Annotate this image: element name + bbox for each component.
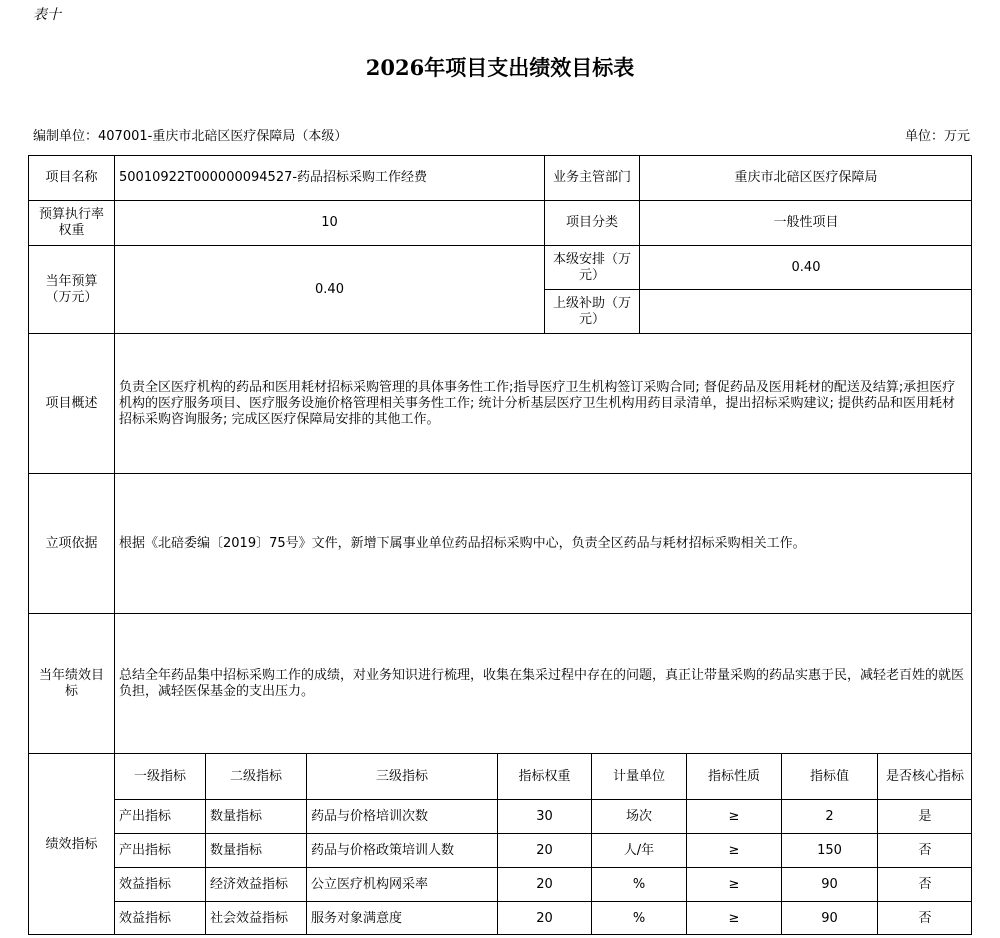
indicator-cell: 服务对象满意度 — [306, 901, 497, 935]
indicator-cell: 经济效益指标 — [205, 867, 306, 901]
indicator-header: 指标值 — [781, 753, 877, 799]
overview-label: 项目概述 — [28, 333, 114, 473]
dept-label: 业务主管部门 — [544, 155, 639, 200]
category-value: 一般性项目 — [639, 200, 972, 245]
table-bottom-border — [28, 934, 972, 935]
indicator-cell: 150 — [781, 833, 877, 867]
indicator-cell: % — [591, 867, 686, 901]
indicator-header: 指标权重 — [497, 753, 591, 799]
indicator-cell: 效益指标 — [114, 901, 205, 935]
indicator-cell: 效益指标 — [114, 867, 205, 901]
local-budget-label: 本级安排（万元） — [544, 245, 639, 289]
indicator-cell: 否 — [877, 867, 972, 901]
goal-text: 总结全年药品集中招标采购工作的成绩，对业务知识进行梳理，收集在集采过程中存在的问题，真正让带量采购的药品实惠于民，减轻老百姓的就医负担，减轻医保基金的支出压力。 — [114, 613, 972, 753]
indicator-cell: 公立医疗机构网采率 — [306, 867, 497, 901]
indicator-cell: ≥ — [686, 833, 781, 867]
basis-text: 根据《北碚委编〔2019〕75号》文件，新增下属事业单位药品招标采购中心，负责全区药品与耗材招标采购相关工作。 — [114, 473, 972, 613]
indicator-cell: ≥ — [686, 901, 781, 935]
indicator-cell: 2 — [781, 799, 877, 833]
indicator-cell: 药品与价格政策培训人数 — [306, 833, 497, 867]
overview-text: 负责全区医疗机构的药品和医用耗材招标采购管理的具体事务性工作;指导医疗卫生机构签订采购合同; 督促药品及医用耗材的配送及结算;承担医疗机构的医疗服务项目、医疗服务设施价格管理相关事务性工作; 统计分析基层医疗卫生机构用药目录清单，提出招标采购建议; 提供药品和医用耗材招标采购咨询服务; 完成区医疗保障局安排的其他工作。 — [114, 333, 972, 473]
indicator-cell: 90 — [781, 867, 877, 901]
weight-label: 预算执行率权重 — [28, 200, 114, 245]
organization-label: 编制单位： — [33, 129, 99, 144]
indicator-cell: 数量指标 — [205, 799, 306, 833]
indicator-cell: % — [591, 901, 686, 935]
indicator-cell: 否 — [877, 833, 972, 867]
indicator-cell: 90 — [781, 901, 877, 935]
indicator-cell: 药品与价格培训次数 — [306, 799, 497, 833]
organization-line — [33, 125, 347, 144]
indicator-cell: 社会效益指标 — [205, 901, 306, 935]
indicator-cell: 20 — [497, 833, 591, 867]
indicator-cell: 20 — [497, 867, 591, 901]
table-right-border — [971, 155, 972, 935]
indicator-cell: 场次 — [591, 799, 686, 833]
indicator-cell: 产出指标 — [114, 799, 205, 833]
indicator-header: 是否核心指标 — [877, 753, 972, 799]
weight-value: 10 — [114, 200, 544, 245]
indicator-cell: 是 — [877, 799, 972, 833]
budget-label: 当年预算（万元） — [28, 245, 114, 333]
indicator-header: 二级指标 — [205, 753, 306, 799]
indicators-label: 绩效指标 — [28, 753, 114, 935]
indicator-cell: 否 — [877, 901, 972, 935]
indicator-cell: ≥ — [686, 799, 781, 833]
indicator-header: 指标性质 — [686, 753, 781, 799]
performance-table — [28, 155, 972, 935]
budget-value: 0.40 — [114, 245, 544, 333]
upper-subsidy-label: 上级补助（万元） — [544, 289, 639, 333]
basis-label: 立项依据 — [28, 473, 114, 613]
page-title: 2026年项目支出绩效目标表 — [365, 55, 635, 80]
indicator-cell: 数量指标 — [205, 833, 306, 867]
indicator-cell: 人/年 — [591, 833, 686, 867]
indicator-cell: 产出指标 — [114, 833, 205, 867]
project-name-value: 50010922T000000094527-药品招标采购工作经费 — [114, 155, 544, 200]
indicator-cell: 20 — [497, 901, 591, 935]
goal-label: 当年绩效目标 — [28, 613, 114, 753]
indicator-cell: 30 — [497, 799, 591, 833]
indicator-cell: ≥ — [686, 867, 781, 901]
local-budget-value: 0.40 — [639, 245, 972, 289]
table-number-label: 表十 — [33, 7, 61, 23]
organization-value: 407001-重庆市北碚区医疗保障局（本级） — [98, 129, 348, 144]
indicator-header: 一级指标 — [114, 753, 205, 799]
upper-subsidy-value — [639, 289, 972, 333]
indicator-header: 三级指标 — [306, 753, 497, 799]
dept-value: 重庆市北碚区医疗保障局 — [639, 155, 972, 200]
unit-label: 单位：万元 — [904, 129, 970, 144]
indicator-header: 计量单位 — [591, 753, 686, 799]
category-label: 项目分类 — [544, 200, 639, 245]
project-name-label: 项目名称 — [28, 155, 114, 200]
